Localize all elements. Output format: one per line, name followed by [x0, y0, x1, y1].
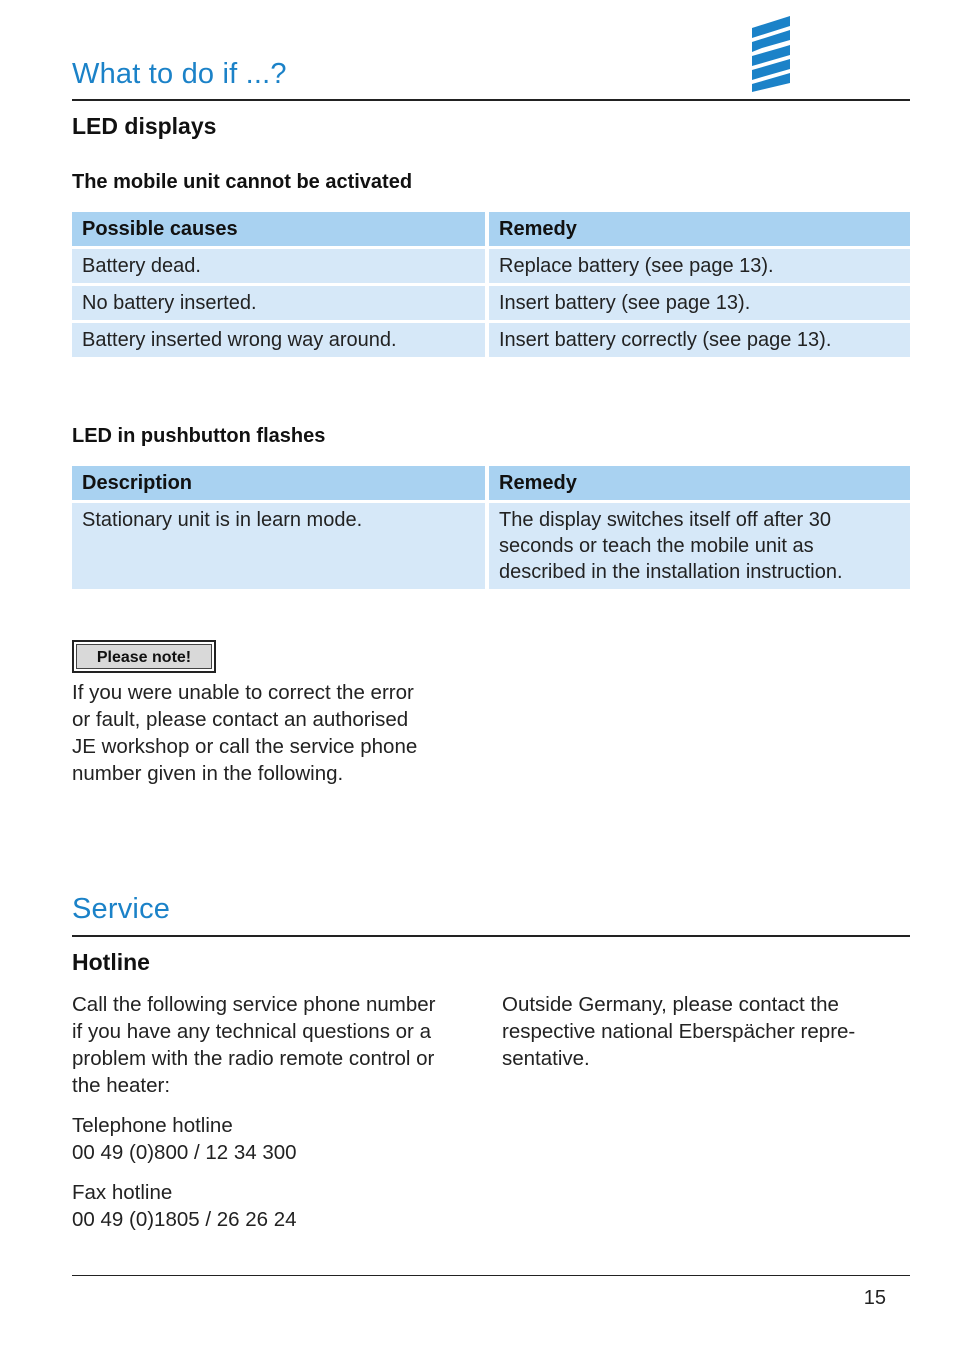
fax-label: Fax hotline [72, 1181, 173, 1204]
international-line: Outside Germany, please contact the [502, 993, 839, 1016]
service-title: Service [72, 893, 171, 925]
hotline-heading: Hotline [72, 949, 150, 975]
subheading-led-flashes: LED in pushbutton flashes [72, 425, 326, 447]
note-text [72, 679, 417, 787]
international-contact [502, 991, 855, 1072]
note-line: If you were unable to correct the error [72, 681, 414, 704]
table-row [72, 283, 910, 320]
page-title: What to do if ...? [72, 58, 287, 90]
page-number: 15 [863, 1287, 886, 1309]
telephone-hotline [72, 1112, 297, 1166]
remedy-cell: Insert battery correctly (see page 13). [489, 320, 910, 357]
intro-line: if you have any technical questions or a [72, 1020, 431, 1043]
international-line: sentative. [502, 1047, 590, 1070]
header-remedy: Remedy [489, 212, 910, 246]
header-possible-causes: Possible causes [72, 212, 489, 246]
remedy-cell: Insert battery (see page 13). [489, 283, 910, 320]
telephone-number: 00 49 (0)800 / 12 34 300 [72, 1141, 297, 1164]
header-remedy: Remedy [489, 466, 910, 500]
hotline-intro [72, 991, 436, 1099]
please-note-badge [72, 640, 216, 673]
telephone-label: Telephone hotline [72, 1114, 233, 1137]
description-remedy-table [72, 466, 910, 589]
intro-line: Call the following service phone number [72, 993, 436, 1016]
table-row [72, 246, 910, 283]
subheading-cannot-activate: The mobile unit cannot be activated [72, 171, 413, 193]
table-header-row [72, 212, 910, 246]
fax-number: 00 49 (0)1805 / 26 26 24 [72, 1208, 297, 1231]
note-line: or fault, please contact an authorised [72, 708, 409, 731]
causes-remedy-table [72, 212, 910, 357]
cause-cell: No battery inserted. [72, 283, 489, 320]
service-rule [72, 935, 910, 937]
international-line: respective national Eberspächer repre- [502, 1020, 856, 1043]
footer-rule [72, 1275, 910, 1276]
intro-line: the heater: [72, 1074, 171, 1097]
header-description: Description [72, 466, 489, 500]
cause-cell: Battery dead. [72, 246, 489, 283]
table-row [72, 500, 910, 589]
fax-hotline [72, 1179, 297, 1233]
intro-line: problem with the radio remote control or [72, 1047, 435, 1070]
description-cell: Stationary unit is in learn mode. [72, 500, 489, 589]
remedy-cell: The display switches itself off after 30 seconds or teach the mobile unit as described in the installation instruction. [489, 500, 910, 589]
table-row [72, 320, 910, 357]
remedy-cell: Replace battery (see page 13). [489, 246, 910, 283]
note-line: number given in the following. [72, 762, 344, 785]
note-line: JE workshop or call the service phone [72, 735, 418, 758]
please-note-label: Please note! [76, 644, 212, 669]
table-header-row [72, 466, 910, 500]
section-heading-led-displays: LED displays [72, 113, 217, 139]
title-rule [72, 99, 910, 101]
cause-cell: Battery inserted wrong way around. [72, 320, 489, 357]
eberspaecher-logo-icon [744, 14, 796, 94]
